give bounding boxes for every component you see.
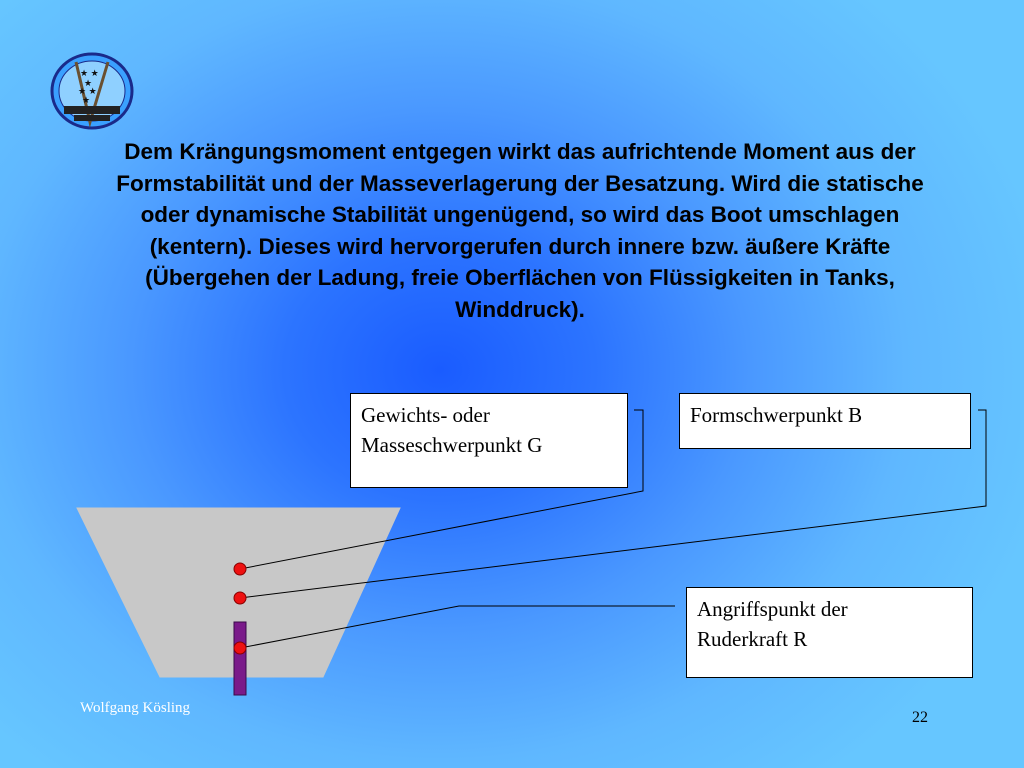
label-buoyancy-center (679, 393, 971, 449)
rudder-blade (234, 622, 246, 695)
leader-line-rudder (240, 606, 675, 648)
label-rudder-force (686, 587, 973, 678)
club-logo-icon (50, 52, 134, 130)
label-buoyancy-text: Formschwerpunkt B (690, 403, 863, 427)
label-gravity-center (350, 393, 628, 488)
label-gravity-line2: Masseschwerpunkt G (361, 433, 543, 457)
point-rudder-r (234, 642, 246, 654)
svg-text:★ ★: ★ ★ (80, 68, 99, 78)
hull-cross-section (77, 508, 400, 677)
label-rudder-line2: Ruderkraft R (697, 627, 808, 651)
svg-text:★: ★ (82, 95, 91, 105)
footer-author: Wolfgang Kösling (80, 700, 191, 716)
point-buoyancy-b (234, 592, 246, 604)
label-gravity-line1: Gewichts- oder (361, 403, 490, 427)
svg-text:★: ★ (84, 78, 93, 88)
label-rudder-line1: Angriffspunkt der (697, 597, 848, 621)
page-number: 22 (912, 709, 928, 726)
point-gravity-g (234, 563, 246, 575)
svg-text:★ ★: ★ ★ (78, 86, 97, 96)
slide-body-text: Dem Krängungsmoment entgegen wirkt das aufrichtende Moment aus der Formstabilität und der Masseverlagerung der Besatzung. Wird die statische oder dynamische Stabilität ungenügend, so wird das Boot umschlagen (kentern). Dieses wird hervorgerufen durch innere bzw. äußere Kräfte (Übergehen der Ladung, freie Oberflächen von Flüssigkeiten in Tanks, Winddruck). (116, 139, 924, 322)
